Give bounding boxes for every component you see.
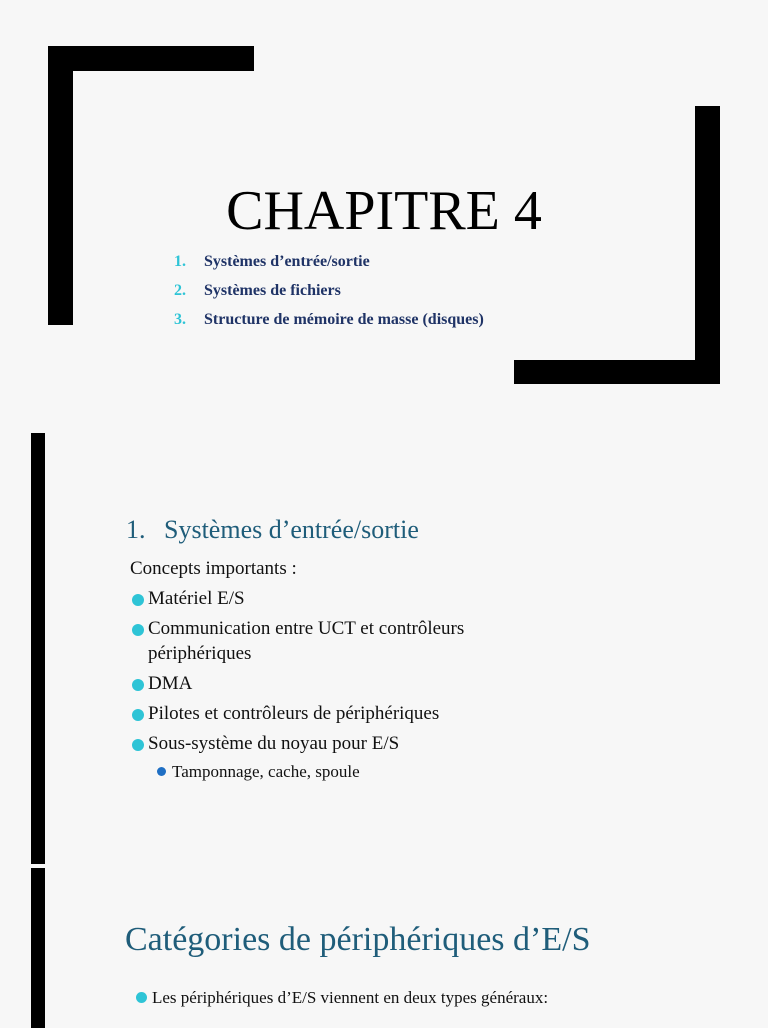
toc-item	[174, 311, 484, 340]
list-item-label: Communication entre UCT et contrôleurs périphériques	[148, 618, 465, 664]
bullet-dot-icon	[132, 679, 144, 691]
toc-item-label: Systèmes d’entrée/sortie	[204, 253, 370, 270]
sub-bullet-dot-icon	[157, 767, 166, 776]
toc-item	[174, 282, 484, 311]
concepts-list	[130, 586, 550, 789]
list-item-label: Matériel E/S	[148, 588, 245, 609]
bullet-dot-icon	[132, 739, 144, 751]
list-item	[136, 986, 556, 1010]
list-item-label: Sous-système du noyau pour E/S	[148, 733, 400, 754]
list-item	[130, 586, 550, 611]
toc-item-label: Structure de mémoire de masse (disques)	[204, 311, 484, 328]
toc-item	[174, 253, 484, 282]
slide-heading	[126, 515, 419, 545]
left-accent-bar	[31, 868, 45, 1028]
frame-bottom-right-horizontal	[514, 360, 720, 384]
list-item	[130, 731, 550, 756]
heading-number: 1.	[126, 515, 146, 544]
list-item-label: Pilotes et contrôleurs de périphériques	[148, 703, 440, 724]
list-item-label: Les périphériques d’E/S viennent en deux types généraux:	[152, 988, 549, 1007]
list-item-label: DMA	[148, 673, 193, 694]
list-item	[130, 671, 550, 696]
sub-list-item-label: Tamponnage, cache, spoule	[172, 762, 360, 781]
io-systems-slide	[0, 433, 768, 866]
bullet-dot-icon	[132, 624, 144, 636]
list-item	[130, 616, 550, 666]
toc-item-number: 2.	[174, 282, 186, 299]
list-item	[130, 701, 550, 726]
intro-text: Concepts importants :	[130, 558, 297, 579]
bullet-dot-icon	[136, 992, 147, 1003]
bullet-dot-icon	[132, 709, 144, 721]
title-slide	[0, 0, 768, 433]
bullet-dot-icon	[132, 594, 144, 606]
chapter-title: CHAPITRE 4	[226, 180, 542, 242]
device-categories-slide	[0, 866, 768, 1024]
toc-item-number: 3.	[174, 311, 186, 328]
table-of-contents	[174, 253, 484, 340]
toc-item-number: 1.	[174, 253, 186, 270]
sub-list-item	[130, 759, 550, 784]
heading-text: Systèmes d’entrée/sortie	[164, 515, 419, 544]
left-accent-bar	[31, 433, 45, 864]
toc-item-label: Systèmes de fichiers	[204, 282, 341, 299]
slide-heading: Catégories de périphériques d’E/S	[125, 921, 591, 958]
categories-list	[136, 986, 556, 1010]
frame-top-left-horizontal	[48, 46, 254, 71]
